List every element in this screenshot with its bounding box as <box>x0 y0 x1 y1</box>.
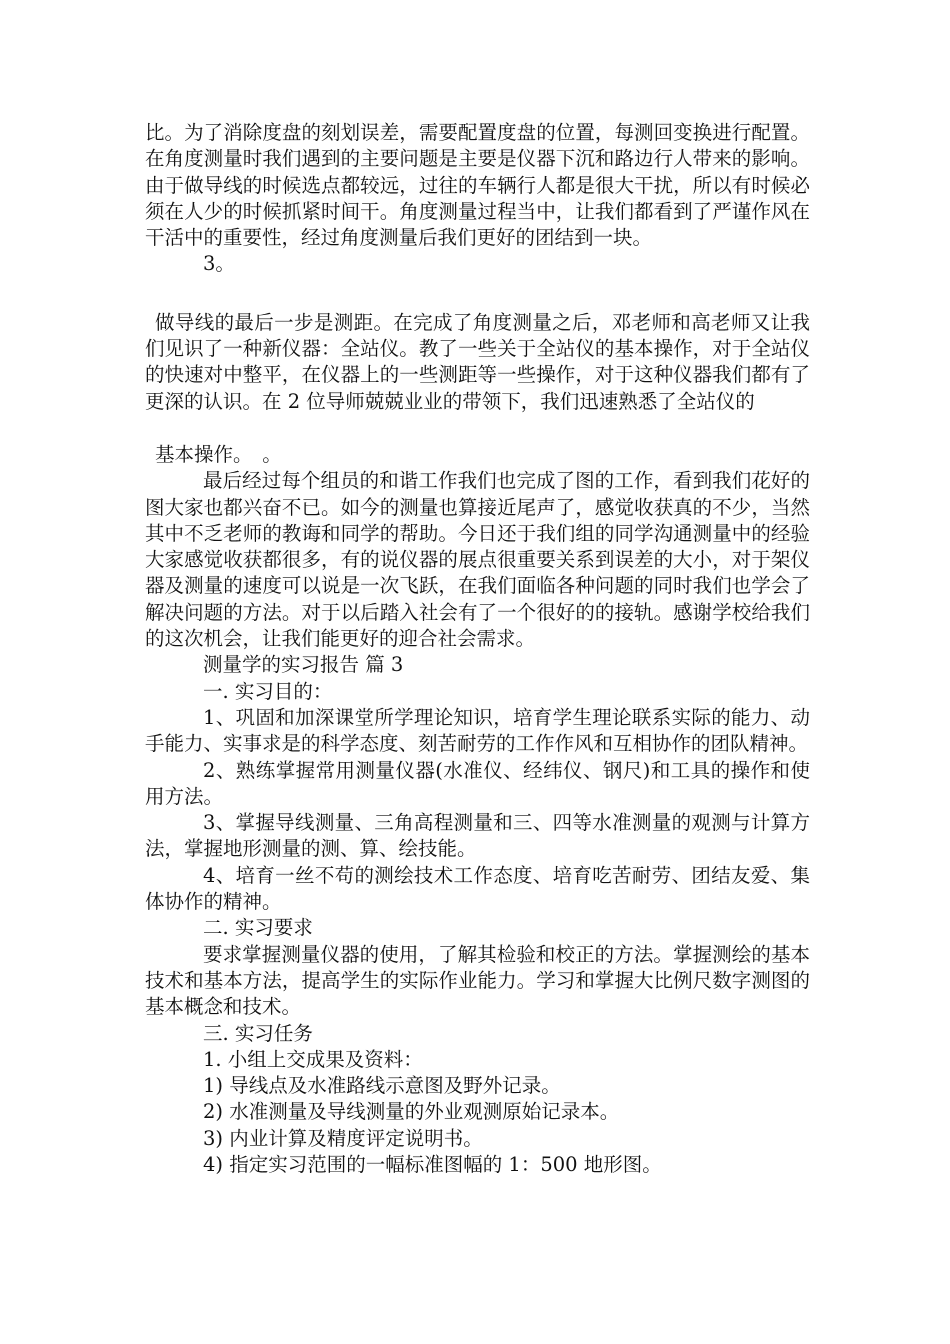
document-page <box>145 120 810 1178</box>
list-item-purpose-3: 3、掌握导线测量、三角高程测量和三、四等水准测量的观测与计算方法，掌握地形测量的测、算、绘技能。 <box>145 811 810 861</box>
section-heading-tasks: 三. 实习任务 <box>203 1021 313 1045</box>
paragraph-conclusion: 最后经过每个组员的和谐工作我们也完成了图的工作，看到我们花好的图大家也都兴奋不已。如今的测量也算接近尾声了，感觉收获真的不少，当然其中不乏老师的教诲和同学的帮助。今日还于我们组的同学沟通测量中的经验大家感觉收获都很多，有的说仪器的展点很重要关系到误差的大小，对于架仪器及测量的速度可以说是一次飞跃，在我们面临各种问题的同时我们也学会了解决问题的方法。对于以后踏入社会有了一个很好的的接轨。感谢学校给我们的这次机会，让我们能更好的迎合社会需求。 <box>145 469 810 651</box>
list-item-purpose-1: 1、巩固和加深课堂所学理论知识，培育学生理论联系实际的能力、动手能力、实事求是的科学态度、刻苦耐劳的工作作风和互相协作的团队精神。 <box>145 705 810 756</box>
spacer <box>145 278 810 310</box>
list-item-task-3: 3) 内业计算及精度评定说明书。 <box>203 1126 483 1150</box>
paragraph-angle-measurement: 比。为了消除度盘的刻划误差，需要配置度盘的位置，每测回变换进行配置。在角度测量时我们遇到的主要问题是主要是仪器下沉和路边行人带来的影响。由于做导线的时候选点都较远，过往的车辆行人都是很大干扰，所以有时候必须在人少的时候抓紧时间干。角度测量过程当中，让我们都看到了严谨作风在干活中的重要性，经过角度测量后我们更好的团结到一块。 <box>145 121 810 250</box>
list-item-purpose-2: 2、熟练掌握常用测量仪器(水准仪、经纬仪、钢尺)和工具的操作和使用方法。 <box>145 758 810 808</box>
list-item-tasks-intro: 1. 小组上交成果及资料： <box>203 1047 423 1071</box>
list-item-task-1: 1) 导线点及水准路线示意图及野外记录。 <box>203 1074 561 1098</box>
section-heading-purpose: 一. 实习目的： <box>203 679 333 703</box>
paragraph-basic-operation: 基本操作。 。 <box>155 442 282 466</box>
list-item-task-2: 2) 水准测量及导线测量的外业观测原始记录本。 <box>203 1100 620 1124</box>
list-item-purpose-4: 4、培育一丝不苟的测绘技术工作态度、培育吃苦耐劳、团结友爱、集体协作的精神。 <box>145 863 810 914</box>
section-number-3: 3。 <box>203 252 235 276</box>
spacer <box>145 415 810 442</box>
paragraph-distance-measurement: 做导线的最后一步是测距。在完成了角度测量之后，邓老师和高老师又让我们见识了一种新仪器：全站仪。教了一些关于全站仪的基本操作，对于全站仪的快速对中整平，在仪器上的一些测距等一些操作，对于这种仪器我们都有了更深的认识。在 2 位导师兢兢业业的带领下，我们迅速熟悉了全站仪的 <box>145 310 810 413</box>
list-item-task-4: 4) 指定实习范围的一幅标准图幅的 1：500 地形图。 <box>203 1152 662 1176</box>
section-heading-requirements: 二. 实习要求 <box>203 916 313 940</box>
paragraph-requirements: 要求掌握测量仪器的使用，了解其检验和校正的方法。掌握测绘的基本技术和基本方法，提高学生的实际作业能力。学习和掌握大比例尺数字测图的基本概念和技术。 <box>145 942 810 1019</box>
report-title: 测量学的实习报告 篇 3 <box>203 653 404 677</box>
